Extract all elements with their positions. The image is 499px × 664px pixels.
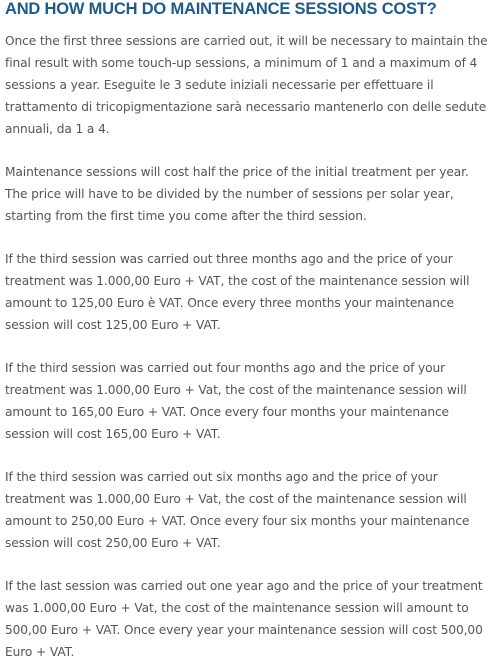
paragraph-six-months: If the third session was carried out six months ago and the price of your treatment was 1.000,00 Euro + Vat, the cost of the maintenance session will amount to 250,00 Euro + VAT. Once every four six months your maintenance session will cost 250,00 Euro + VAT. bbox=[5, 470, 470, 550]
paragraph-four-months: If the third session was carried out four months ago and the price of your treatment was 1.000,00 Euro + Vat, the cost of the maintenance session will amount to 165,00 Euro + VAT. Once every four months your maintenance session will cost 165,00 Euro + VAT. bbox=[5, 361, 467, 441]
paragraph-maintenance-price: Maintenance sessions will cost half the price of the initial treatment per year. The price will have to be divided by the number of sessions per solar year, starting from the first time you come after the third session. bbox=[5, 165, 469, 223]
article-heading: AND HOW MUCH DO MAINTENANCE SESSIONS COST? bbox=[5, 0, 437, 18]
paragraph-initial-sessions: Once the first three sessions are carried out, it will be necessary to maintain the final result with some touch-up sessions, a minimum of 1 and a maximum of 4 sessions a year. Eseguite le 3 sedute iniziali necessarie per effettuare il trattamento di tricopigmentazione sarà necessario mantenerlo con delle sedute annuali, da 1 a 4. bbox=[5, 34, 488, 136]
paragraph-three-months: If the third session was carried out three months ago and the price of your treatment was 1.000,00 Euro + VAT, the cost of the maintenance session will amount to 125,00 Euro è VAT. Once every three months your maintenance session will cost 125,00 Euro + VAT. bbox=[5, 252, 470, 332]
article bbox=[5, 0, 494, 663]
paragraph-one-year: If the last session was carried out one year ago and the price of your treatment was 1.000,00 Euro + Vat, the cost of the maintenance session will amount to 500,00 Euro + VAT. Once every year your maintenance session will cost 500,00 Euro + VAT. bbox=[5, 579, 483, 659]
